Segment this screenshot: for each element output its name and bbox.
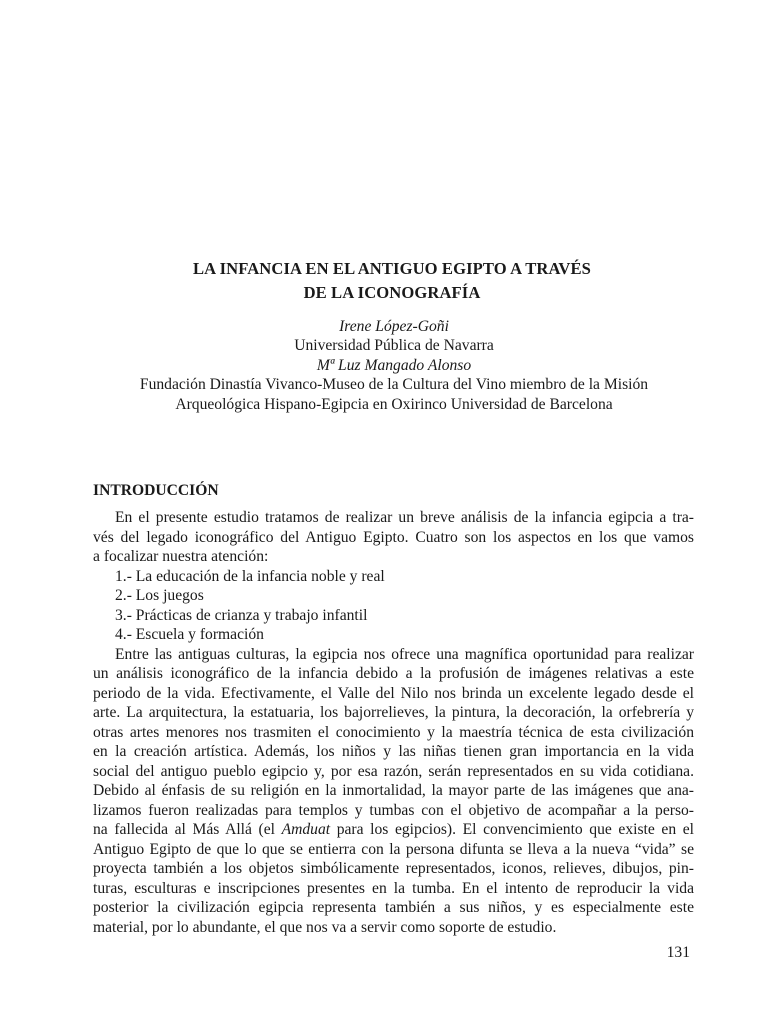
body-line: posterior la civilización egipcia representa también a sus niños, y es especialmente este <box>93 899 694 916</box>
author-2-affiliation-line-1: Fundación Dinastía Vivanco-Museo de la Cultura del Vino miembro de la Misión <box>139 376 649 394</box>
body-line: turas, esculturas e inscripciones presentes en la tumba. En el intento de reproducir la vida <box>93 879 694 897</box>
title-line-2: DE LA ICONOGRAFÍA <box>303 283 481 302</box>
amduat-after: para los egipcios). El convencimiento que existe en el <box>330 821 694 838</box>
author-2-name: Mª Luz Mangado Alonso <box>316 356 472 374</box>
body-line: Debido al énfasis de su religión en la inmortalidad, la mayor parte de las imágenes que ana- <box>93 782 694 799</box>
body-line: material, por lo abundante, el que nos va a servir como soporte de estudio. <box>93 918 557 936</box>
body-line: En el presente estudio tratamos de realizar un breve análisis de la infancia egipcia a tra- <box>115 509 694 526</box>
body-line: otras artes menores nos trasmiten el conocimiento y la maestría técnica de esta civilización <box>93 723 694 741</box>
body-line: Entre las antiguas culturas, la egipcia nos ofrece una magnífica oportunidad para realizar <box>115 645 694 663</box>
section-body <box>93 508 694 937</box>
body-line: en la creación artística. Además, los niños y las niñas tienen gran importancia en la vida <box>93 743 694 760</box>
list-item: 2.- Los juegos <box>115 587 204 604</box>
body-line: lizamos fueron realizadas para templos y tumbas con el objetivo de acompañar a la perso- <box>93 801 694 819</box>
author-1-affiliation: Universidad Pública de Navarra <box>294 337 494 355</box>
article-title <box>92 257 692 305</box>
author-1-name: Irene López-Goñi <box>339 318 449 335</box>
body-line: arte. La arquitectura, la estatuaria, los bajorrelieves, la pintura, la decoración, la orfebrería y <box>93 704 694 721</box>
author-2-affiliation-line-2: Arqueológica Hispano-Egipcia en Oxirinco Universidad de Barcelona <box>175 395 613 413</box>
title-line-1: LA INFANCIA EN EL ANTIGUO EGIPTO A TRAVÉS <box>192 259 591 278</box>
list-item: 3.- Prácticas de crianza y trabajo infantil <box>115 606 368 624</box>
section-heading: INTRODUCCIÓN <box>93 482 219 499</box>
body-line: un análisis iconográfico de la infancia debido a la profusión de imágenes relativas a este <box>93 665 694 682</box>
body-line: vés del legado iconográfico del Antiguo Egipto. Cuatro son los aspectos en los que vamos <box>93 528 694 546</box>
amduat-before: na fallecida al Más Allá (el <box>93 821 282 838</box>
body-line-amduat <box>93 820 694 840</box>
list-item: 4.- Escuela y formación <box>115 626 264 643</box>
list-item: 1.- La educación de la infancia noble y real <box>115 567 385 585</box>
body-line: social del antiguo pueblo egipcio y, por esa razón, serán representados en su vida cotidiana. <box>93 762 694 780</box>
author-block <box>80 317 708 414</box>
body-line: periodo de la vida. Efectivamente, el Valle del Nilo nos brinda un excelente legado desde el <box>93 684 694 702</box>
body-line: proyecta también a los objetos simbólicamente representados, iconos, relieves, dibujos, pin- <box>93 860 694 877</box>
page-number: 131 <box>666 944 690 961</box>
amduat-term: Amduat <box>281 821 331 838</box>
body-line: a focalizar nuestra atención: <box>93 548 269 565</box>
body-line: Antiguo Egipto de que lo que se entierra con la persona difunta se lleva a la nueva “vida” se <box>93 840 694 858</box>
